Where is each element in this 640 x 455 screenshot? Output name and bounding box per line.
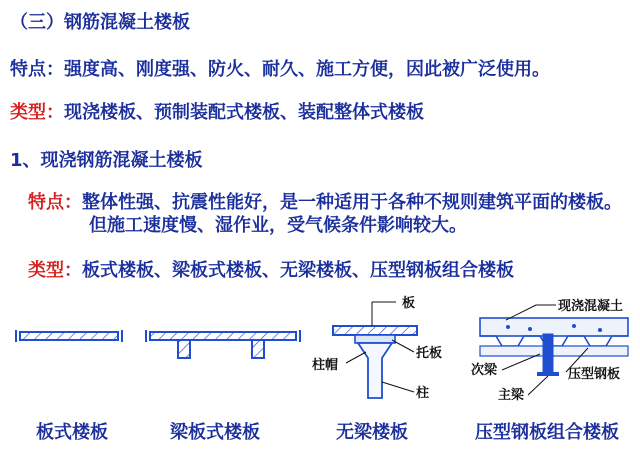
- drop-panel-label: 托板: [416, 346, 443, 361]
- steel-deck-composite-diagram: [471, 298, 628, 403]
- section-heading: 1、现浇钢筋混凝土楼板: [10, 150, 203, 171]
- types-line: [10, 98, 424, 124]
- column-label: 柱: [416, 386, 430, 401]
- features-text: 强度高、刚度强、防火、耐久、施工方便，因此被广泛使用。: [64, 59, 550, 80]
- slab-label: 板: [402, 296, 416, 311]
- slab-floor-diagram: [16, 330, 122, 342]
- section-types-text: 板式楼板、梁板式楼板、无梁楼板、压型钢板组合楼板: [82, 260, 514, 281]
- caption-beam-slab: 梁板式楼板: [170, 422, 260, 443]
- page-title: （三）钢筋混凝土楼板: [10, 12, 190, 33]
- floor-slab-diagrams: [0, 290, 640, 415]
- section-types-line: [28, 256, 514, 282]
- main-beam-label: 主梁: [498, 388, 525, 403]
- flat-slab-diagram: [312, 295, 442, 401]
- features-label: 特点：: [10, 59, 64, 80]
- caption-composite: 压型钢板组合楼板: [475, 422, 619, 443]
- beam-slab-diagram: [146, 330, 300, 358]
- types-label: 类型：: [10, 102, 64, 123]
- caption-flat-slab: 无梁楼板: [336, 422, 408, 443]
- column-cap-label: 柱帽: [312, 358, 339, 373]
- section-types-label: 类型：: [28, 260, 82, 281]
- section-features-text1: 整体性强、抗震性能好，是一种适用于各种不规则建筑平面的楼板。: [82, 192, 622, 213]
- caption-slab-floor: 板式楼板: [36, 422, 108, 443]
- types-text: 现浇楼板、预制装配式楼板、装配整体式楼板: [64, 102, 424, 123]
- section-features-line2: 但施工速度慢、湿作业，受气候条件影响较大。: [89, 215, 467, 236]
- steel-deck-label: 压型钢板: [568, 367, 621, 382]
- features-line: [10, 55, 550, 81]
- section-features-label: 特点：: [28, 192, 82, 213]
- secondary-beam-label: 次梁: [471, 363, 498, 378]
- concrete-label: 现浇混凝土: [558, 299, 624, 314]
